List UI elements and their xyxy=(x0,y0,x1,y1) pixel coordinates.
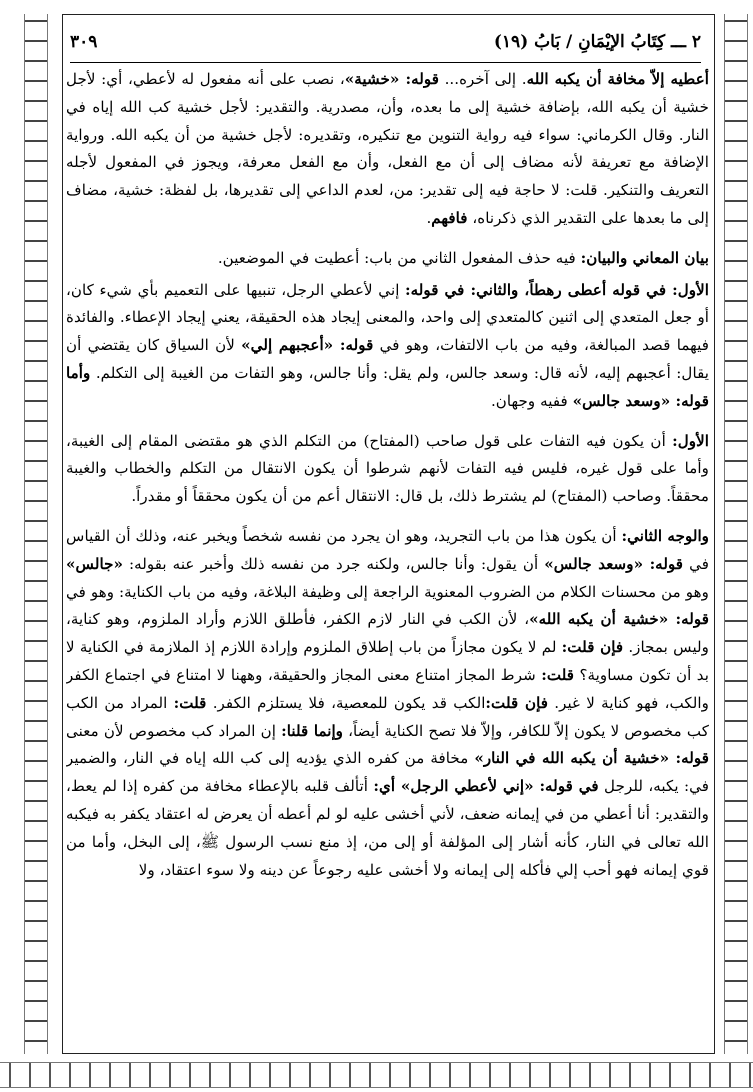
text-run: وهو من محسنات الكلام من الضروب المعنوية الراجعة إلى وظيفة البلاغة، وفيه من باب الكناية: وهو في xyxy=(66,582,709,601)
page-number: ٣٠٩ xyxy=(70,32,98,52)
text-run: ففيه وجهان. xyxy=(490,391,573,410)
bold-phrase: في قوله: «إني لأعطي الرجل» أي: xyxy=(373,777,599,796)
text-paragraph xyxy=(66,523,709,884)
text-paragraph xyxy=(66,277,709,416)
text-run: لم لا يكون مجازاً من باب إطلاق الملزوم وإرادة اللازم إذ الملازمة في الكناية لا بد أن تكون مساوية؟ xyxy=(66,638,709,684)
text-run: فيه حذف المفعول الثاني من باب: أعطيت في الموضعين. xyxy=(217,248,581,267)
text-run: أن يقول: وأنا جالس، ولكنه جرد من نفسه ذلك وأخبر عنه بقوله: xyxy=(123,554,545,573)
text-paragraph xyxy=(66,245,709,273)
page-header xyxy=(70,22,701,63)
text-run: شرط المجاز امتناع معنى المجاز والحقيقة، وههنا لا امتناع في اجتماع الكفر والكب، فهو كناية لا غير. xyxy=(66,665,709,712)
bold-phrase: الأول: في قوله أعطى رهطاً، والثاني: في قوله: xyxy=(405,280,709,299)
bold-phrase: قلت: xyxy=(541,665,575,684)
bold-phrase: الأول: xyxy=(672,431,709,450)
text-run: لأن السياق كان يقتضي أن يقال: أعجبهم إليه، لأنه قال: وسعد جالس، ولم يقل: وأنا جالس، وهو التفات من الغيبة إلى التكلم. xyxy=(66,336,709,382)
bold-phrase: قوله: «وسعد جالس» xyxy=(544,554,684,573)
text-run: أن يكون هذا من باب التجريد، وهو ان يجرد من نفسه شخصاً ويخبر عنه، وذلك أن القياس في xyxy=(66,526,709,573)
text-run: ، لأن الكب في النار لازم الكفر، فأطلق اللازم وأراد الملزوم، وهو كناية، وليس بمجاز. xyxy=(66,610,709,657)
bold-phrase: وإنما قلنا: xyxy=(281,721,344,740)
bold-phrase: وأما قوله: «وسعد جالس» xyxy=(66,363,709,410)
bold-phrase: والوجه الثاني: xyxy=(621,526,709,545)
text-run: إن المراد كب مخصوص لأن معنى xyxy=(66,721,282,740)
bold-phrase: فافهم xyxy=(431,208,468,227)
bold-phrase: قوله: «أعجبهم إلي» xyxy=(241,336,374,355)
bold-phrase: أعطيه إلاّ مخافة أن يكبه الله xyxy=(526,70,709,88)
text-run: أتألف قلبه بالإعطاء مخافة من كفره إذا لم يعط، والتقدير: أنا أعطي من في إيمانه ضعف، لأني أخشى عليه لو لم أعطه أن يعرض له اعتقاد يكفر به فيكبه الله تعالى في النار، كأنه أشار إلى المؤلفة أو إلى من، إذ منع نسب الرسول ﷺ، إلى البخل، وأما من قوي إيمانه فهو أحب إلي فأكله إلى إيمانه ولا أخشى عليه رجوعاً عن دينه ولا سوء اعتقاد، ولا xyxy=(66,777,709,879)
decorative-border-left xyxy=(24,14,48,1054)
bold-phrase: قوله: «خشية أن يكبه الله في النار» xyxy=(474,749,709,768)
bold-phrase: قوله: «خشية أن يكبه الله» xyxy=(529,610,709,629)
text-paragraph xyxy=(66,66,709,233)
bold-phrase: فإن قلت: xyxy=(561,638,624,657)
text-run: المراد من الكب كب مخصوص لا يكون إلاّ للكافر، وإلاّ فلا تصح الكناية أيضاً، xyxy=(66,693,709,740)
text-run: . xyxy=(426,208,432,227)
text-run: الكب قد يكون للمعصية، فلا يستلزم الكفر. xyxy=(206,693,486,712)
bold-phrase: بيان المعاني والبيان: xyxy=(580,248,709,267)
text-run: أن يكون فيه التفات على قول صاحب (المفتاح) من التكلم الذي هو مقتضى المقام إلى الغيبة، وأما على قول غيره، فليس فيه التفات لأنهم شرطوا أن يكون الانتقال من التكلم والخطاب والغيبة محققاً. وصاحب (المفتاح) لم يشترط ذلك، بل قال: الانتقال أعم من أن يكون محققاً أو مقدراً. xyxy=(66,431,709,506)
bold-phrase: قوله: «خشية» xyxy=(344,70,439,88)
text-run: مخافة من كفره الذي يؤديه إلى كب الله إياه في النار، والضمير في: يكبه، للرجل xyxy=(66,749,709,796)
text-run: . إلى آخره... xyxy=(438,70,527,88)
text-run: إني لأعطي الرجل، تنبيها على التعميم بأي شيء كان، أو جعل المتعدي إلى اثنين كالمتعدي إلى واحد، والمعنى إيجاد هذه الحقيقة، يعني إيجاد الإعطاء. والفائدة فيهما قصد المبالغة، وفيه من باب الالتفات، وهو في xyxy=(66,280,709,355)
running-title: ٢ ـــ كِتَابُ الإيْمَانِ / بَابُ (١٩) xyxy=(493,32,701,52)
bold-phrase: قلت: xyxy=(173,693,207,712)
decorative-border-bottom xyxy=(0,1062,753,1088)
bold-phrase: «جالس» xyxy=(66,554,123,573)
text-paragraph xyxy=(66,428,709,511)
text-run: ، نصب على أنه مفعول له لأعطي، أي: لأجل خشية أن يكبه الله، بإضافة خشية إلى ما بعده، وأن، مصدرية. والتقدير: لأجل خشية كب الله إياه في النار. وقال الكرماني: سواء فيه رواية التنوين مع تنكيره، وتقديره: لأجل خشية من أن يكبه الله. ورواية الإضافة مع تعريفة لأنه مضاف إلى أن مع الفعل، وأن مع الفعل معرفة، ويجوز في المفعول لأجله التعريف والتنكير. قلت: لا حاجة فيه إلى تقدير: من، لعدم الداعي إلى تقديرها، بل لفظة: خشية، مضاف إلى ما بعدها على التقدير الذي ذكرناه، xyxy=(66,70,709,227)
page-body xyxy=(66,66,709,1050)
bold-phrase: فإن قلت: xyxy=(485,693,548,712)
decorative-border-right xyxy=(724,14,748,1054)
